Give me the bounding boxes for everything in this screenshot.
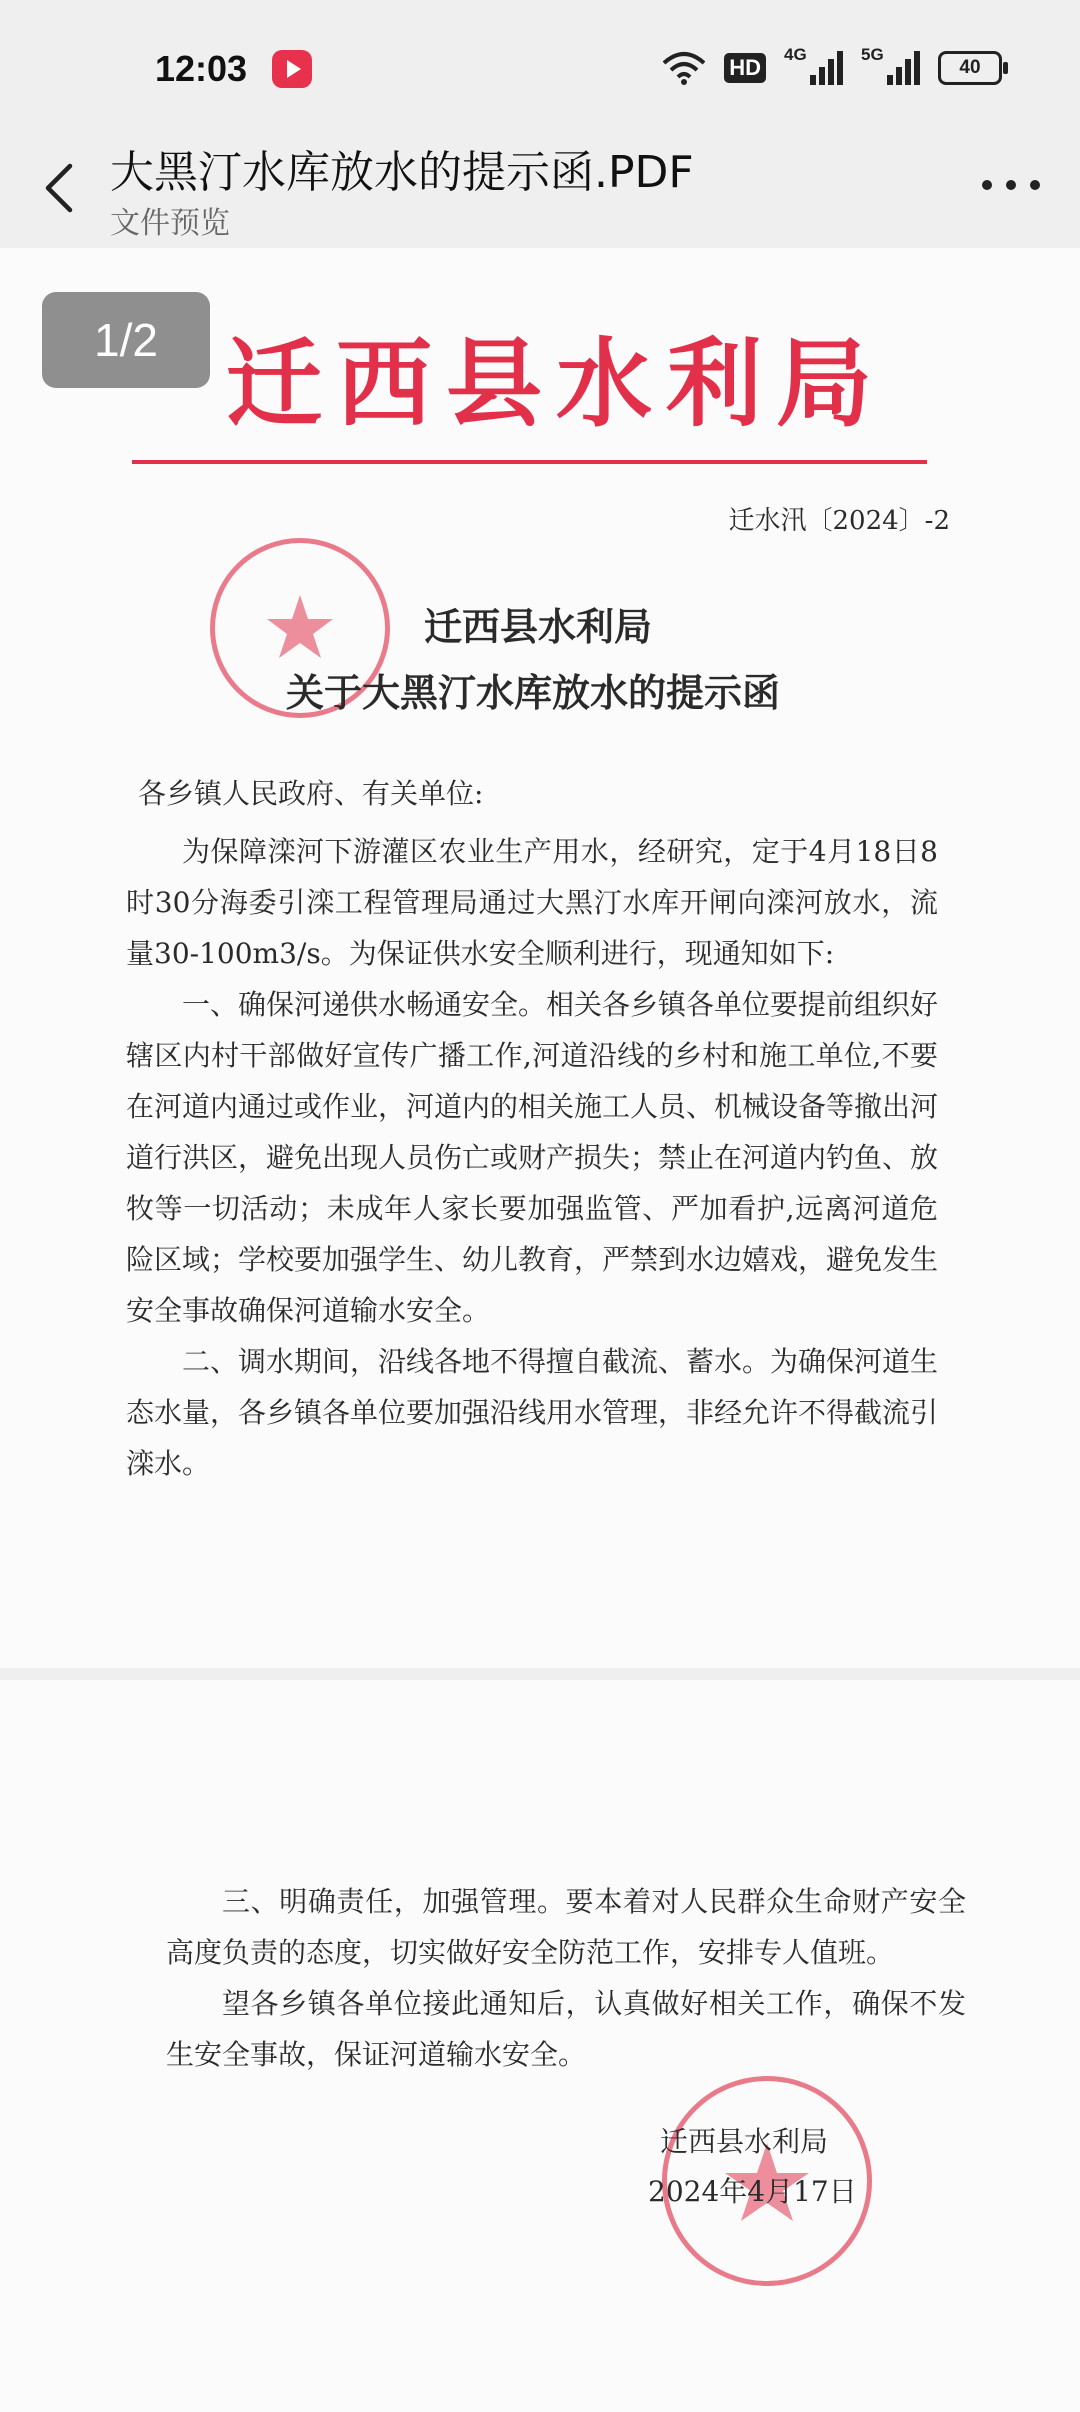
- heading-subject: 关于大黑汀水库放水的提示函: [286, 670, 781, 715]
- chevron-left-icon: [36, 158, 86, 218]
- app-header: [0, 130, 1080, 248]
- body-paragraph: 望各乡镇各单位接此通知后，认真做好相关工作，确保不发生安全事故，保证河道输水安全。: [166, 1987, 966, 2071]
- body-paragraph: 三、明确责任，加强管理。要本着对人民群众生命财产安全高度负责的态度，切实做好安全防范工作，安排专人值班。: [166, 1885, 966, 1969]
- document-title: 大黑汀水库放水的提示函.PDF: [110, 147, 694, 198]
- wifi-icon: [662, 51, 706, 85]
- status-time: 12:03: [155, 48, 248, 89]
- status-icons: [662, 45, 1002, 88]
- hd-voice-icon: HD: [724, 53, 766, 83]
- status-bar: [0, 0, 1080, 140]
- body-paragraph: 一、确保河递供水畅通安全。相关各乡镇各单位要提前组织好辖区内村干部做好宣传广播工作,河道沿线的乡村和施工单位,不要在河道内通过或作业，河道内的相关施工人员、机械设备等撤出河道行洪区，避免出现人员伤亡或财产损失；禁止在河道内钓鱼、放牧等一切活动；未成年人家长要加强监管、严加看护,远离河道危险区域；学校要加强学生、幼儿教育，严禁到水边嬉戏，避免发生安全事故确保河道输水安全。: [126, 988, 939, 1327]
- body-paragraphs: [166, 1876, 966, 2080]
- document-subtitle: 文件预览: [110, 206, 230, 241]
- pdf-page-1[interactable]: [0, 248, 1080, 1668]
- back-button[interactable]: [36, 158, 86, 218]
- heading-org: 迁西县水利局: [424, 604, 653, 649]
- document-number: 迁水汛〔2024〕-2: [728, 506, 950, 536]
- letterhead: 迁西县水利局: [226, 327, 886, 440]
- body-paragraph: 为保障滦河下游灌区农业生产用水，经研究，定于4月18日8时30分海委引滦工程管理局通过大黑汀水库开闸向滦河放水，流量30-100m3/s。为保证供水安全顺利进行，现通知如下:: [126, 835, 938, 970]
- more-options-button[interactable]: [982, 170, 1040, 200]
- signature-organization: 迁西县水利局: [660, 2125, 829, 2158]
- letterhead-divider: [132, 460, 927, 464]
- signal-5g-icon: [861, 45, 920, 85]
- more-dot-icon: [1030, 180, 1040, 190]
- more-dot-icon: [1006, 180, 1016, 190]
- page-indicator: 1/2: [42, 292, 210, 388]
- body-paragraphs: [126, 826, 938, 1489]
- pdf-page-2[interactable]: [0, 1680, 1080, 2412]
- signature-date: 2024年4月17日: [648, 2175, 857, 2208]
- body-paragraph: 二、调水期间，沿线各地不得擅自截流、蓄水。为确保河道生态水量，各乡镇各单位要加强沿线用水管理，非经允许不得截流引滦水。: [126, 1345, 939, 1480]
- video-app-notification-icon: [272, 50, 312, 88]
- signal-5g-label: 5G: [861, 45, 884, 64]
- more-dot-icon: [982, 180, 992, 190]
- signal-4g-label: 4G: [784, 45, 807, 64]
- salutation: 各乡镇人民政府、有关单位:: [138, 777, 484, 810]
- signal-4g-icon: [784, 45, 843, 85]
- battery-icon: 40: [938, 51, 1002, 85]
